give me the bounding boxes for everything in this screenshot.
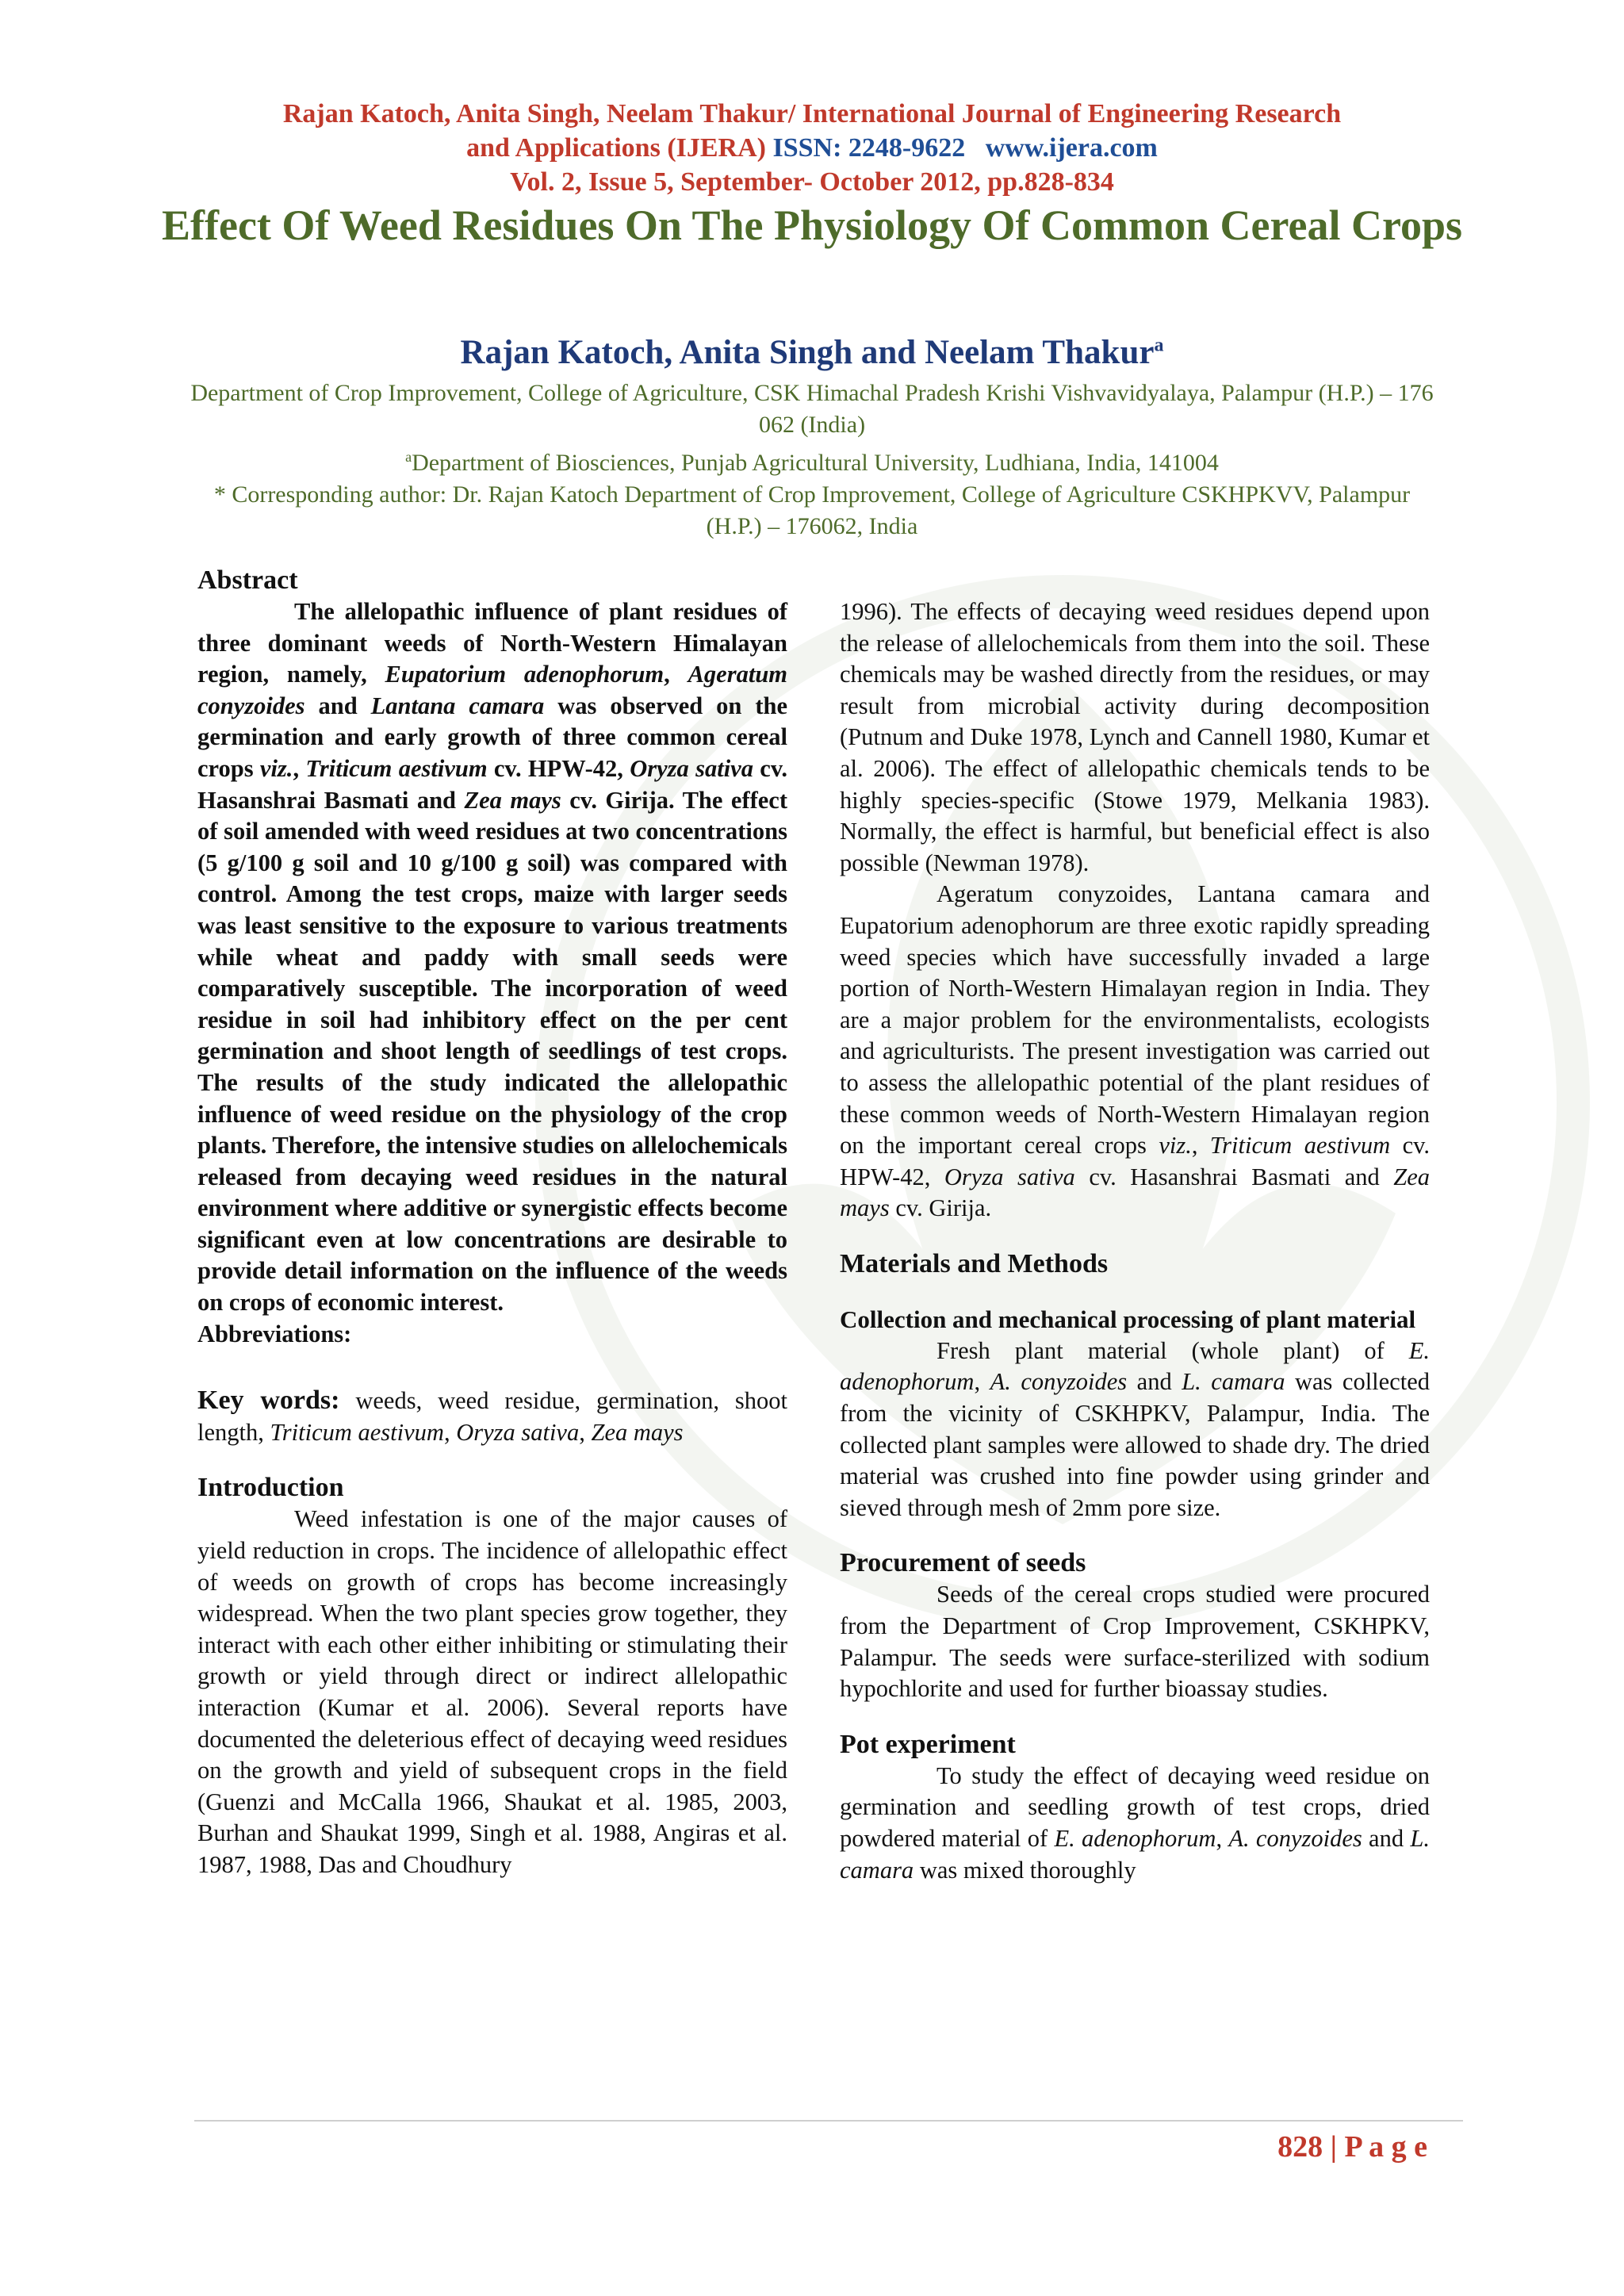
collection-heading: Collection and mechanical processing of plant material	[840, 1305, 1416, 1333]
collection-text: Fresh plant material (whole plant) of E. adenophorum, A. conyzoides and L. camara was collected from the vicinity of CSKHPKV, Palampur, India. The collected plant samples were allowed to shade dry. The dried material was crushed into fine powder using grinder and sieved through mesh of 2mm pore size.	[840, 1336, 1430, 1521]
abbreviations-label: Abbreviations:	[197, 1320, 352, 1347]
introduction-paragraph-1-continued: 1996). The effects of decaying weed residues depend upon the release of allelochemicals from them into the soil. These chemicals may be washed directly from the residues, or may result from microbial activity during decomposition (Putnum and Duke 1978, Lynch and Cannell 1980, Kumar et al. 2006). The effect of allelopathic chemicals tends to be highly species-specific (Stowe 1979, Melkania 1983). Normally, the effect is harmful, but beneficial effect is also possible (Newman 1978).	[840, 598, 1430, 876]
pot-experiment-heading: Pot experiment	[840, 1729, 1016, 1759]
journal-url-link[interactable]: www.ijera.com	[985, 133, 1158, 163]
affiliation-1: Department of Crop Improvement, College of Agriculture, CSK Himachal Pradesh Krishi Vishvavidyalaya, Palampur (H.P.) – 176 062 (India)	[190, 380, 1434, 438]
seeds-heading: Procurement of seeds	[840, 1548, 1086, 1578]
issn: ISSN: 2248-9622	[772, 133, 966, 163]
introduction-paragraph-1: Weed infestation is one of the major causes of yield reduction in crops. The incidence of allelopathic effect of weeds on growth of crops has become increasingly widespread. When the two plant species grow together, they interact with each other either inhibiting or stimulating their growth or yield through direct or indirect allelopathic interaction (Kumar et al. 2006). Several reports have documented the deleterious effect of decaying weed residues on the growth and yield of subsequent crops in the field (Guenzi and McCalla 1966, Shaukat et al. 1985, 2003, Burhan and Shaukat 1999, Singh et al. 1988, Angiras et al. 1987, 1988, Das and Choudhury	[197, 1505, 787, 1878]
page-number: 828 | P a g e	[1277, 2130, 1427, 2164]
methods-heading: Materials and Methods	[840, 1248, 1109, 1278]
corresponding-author: * Corresponding author: Dr. Rajan Katoch Department of Crop Improvement, College of Agriculture CSKHPKVV, Palampur (H.P.) – 176062, India	[213, 481, 1411, 539]
affiliations	[190, 378, 1434, 542]
footer-divider	[194, 2120, 1463, 2122]
right-column	[840, 596, 1430, 1886]
running-header-line1: Rajan Katoch, Anita Singh, Neelam Thakur/ International Journal of Engineering Research	[282, 99, 1342, 128]
seeds-text: Seeds of the cereal crops studied were procured from the Department of Crop Improvement, CSKHPKV, Palampur. The seeds were surface-sterilized with sodium hypochlorite and used for further bioassay studies.	[840, 1581, 1430, 1703]
introduction-paragraph-2: Ageratum conyzoides, Lantana camara and Eupatorium adenophorum are three exotic rapidly spreading weed species which have successfully invaded a large portion of North-Western Himalayan region in India. They are a major problem for the environmentalists, ecologists and agriculturists. The present investigation was carried out to assess the allelopathic potential of the plant residues of these common weeds of North-Western Himalayan region on the important cereal crops viz., Triticum aestivum cv. HPW-42, Oryza sativa cv. Hasanshrai Basmati and Zea mays cv. Girija.	[840, 880, 1431, 1222]
affiliation-mark: a	[1154, 335, 1164, 356]
introduction-heading: Introduction	[197, 1473, 344, 1503]
keywords: Key words: weeds, weed residue, germination, shoot length, Triticum aestivum, Oryza sativa, Zea mays	[197, 1386, 787, 1446]
pot-experiment-text: To study the effect of decaying weed residue on germination and seedling growth of test crops, dried powdered material of E. adenophorum, A. conyzoides and L. camara was mixed thoroughly	[840, 1761, 1430, 1884]
abstract-heading: Abstract	[197, 565, 298, 595]
author-list: Rajan Katoch, Anita Singh and Neelam Thakur$^a$	[460, 334, 1164, 371]
left-column	[197, 565, 787, 1881]
paper-title: Effect Of Weed Residues On The Physiology Of Common Cereal Crops	[162, 201, 1462, 249]
running-header	[159, 97, 1465, 199]
running-header-line2: and Applications (IJERA) ISSN: 2248-9622 www.ijera.com	[466, 133, 1158, 163]
abstract-text: The allelopathic influence of plant residues of three dominant weeds of North-Western Himalayan region, namely, Eupatorium adenophorum, Ageratum conyzoides and Lantana camara was observed on the germination and early growth of three common cereal crops viz., Triticum aestivum cv. HPW-42, Oryza sativa cv. Hasanshrai Basmati and Zea mays cv. Girija. The effect of soil amended with weed residues at two concentrations (5 g/100 g soil and 10 g/100 g soil) was compared with control. Among the test crops, maize with larger seeds was least sensitive to the exposure to various treatments while wheat and paddy with small seeds were comparatively susceptible. The incorporation of weed residue in soil had inhibitory effect on the per cent germination and shoot length of seedlings of test crops. The results of the study indicated the allelopathic influence of weed residue on the physiology of the crop plants. Therefore, the intensive studies on allelochemicals released from decaying weed residues in the natural environment where additive or synergistic effects become significant even at low concentrations are desirable to provide detail information on the influence of the weeds on crops of economic interest.	[197, 598, 788, 1317]
affiliation-2: $^a$Department of Biosciences, Punjab Agricultural University, Ludhiana, India, 141004	[405, 449, 1219, 476]
running-header-line3: Vol. 2, Issue 5, September- October 2012, pp.828-834	[510, 167, 1114, 197]
